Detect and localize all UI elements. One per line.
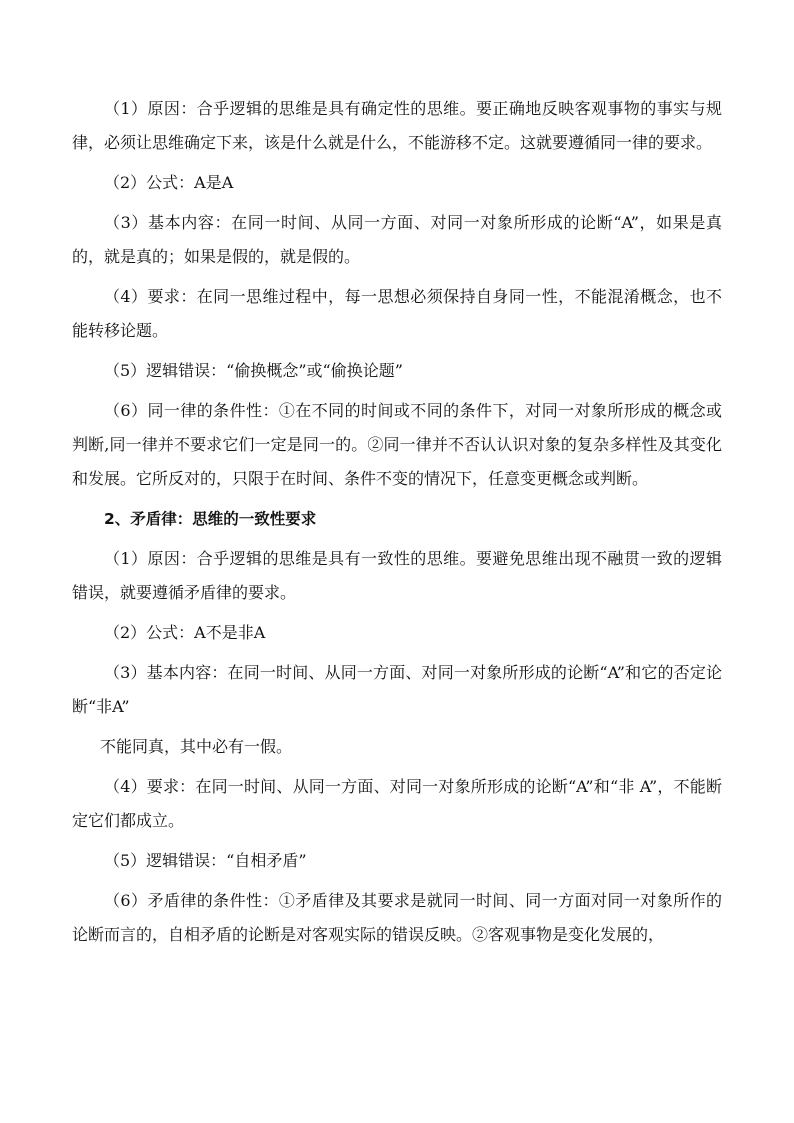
identity-formula-paragraph: （2）公式：A是A (104, 173, 234, 192)
contradiction-error-paragraph: （5）逻辑错误：“自相矛盾” (104, 851, 307, 870)
identity-content-paragraph: （3）基本内容：在同一时间、从同一方面、对同一对象所形成的论断“A”，如果是真的，就是真的；如果是假的，就是假的。 (72, 213, 722, 266)
identity-reason-paragraph: （1）原因：合乎逻辑的思维是具有确定性的思维。要正确地反映客观事物的事实与规律，必须让思维确定下来，该是什么就是什么，不能游移不定。这就要遵循同一律的要求。 (72, 99, 722, 152)
contradiction-content-paragraph: （3）基本内容：在同一时间、从同一方面、对同一对象所形成的论断“A”和它的否定论断“非A” (72, 663, 722, 716)
contradiction-requirement-paragraph: （4）要求：在同一时间、从同一方面、对同一对象所形成的论断“A”和“非 A”，不能断定它们都成立。 (72, 777, 722, 830)
contradiction-content-continuation: 不能同真，其中必有一假。 (100, 737, 293, 756)
identity-requirement-paragraph: （4）要求：在同一思维过程中，每一思想必须保持自身同一性，不能混淆概念，也不能转移论题。 (72, 287, 722, 340)
identity-conditionality-paragraph: （6）同一律的条件性：①在不同的时间或不同的条件下，对同一对象所形成的概念或判断,同一律并不要求它们一定是同一的。②同一律并不否认认识对象的复杂多样性及其变化和发展。它所反对的，只限于在时间、条件不变的情况下，任意变更概念或判断。 (72, 401, 722, 488)
contradiction-formula-paragraph: （2）公式：A不是非A (104, 623, 266, 642)
identity-error-paragraph: （5）逻辑错误：“偷换概念”或“偷换论题” (104, 361, 403, 380)
contradiction-conditionality-paragraph: （6）矛盾律的条件性：①矛盾律及其要求是就同一时间、同一方面对同一对象所作的论断而言的，自相矛盾的论断是对客观实际的错误反映。②客观事物是变化发展的， (72, 891, 722, 944)
contradiction-reason-paragraph: （1）原因：合乎逻辑的思维是具有一致性的思维。要避免思维出现不融贯一致的逻辑错误，就要遵循矛盾律的要求。 (72, 549, 722, 602)
document-page (72, 92, 722, 958)
contradiction-heading: 2、矛盾律：思维的一致性要求 (104, 510, 317, 528)
